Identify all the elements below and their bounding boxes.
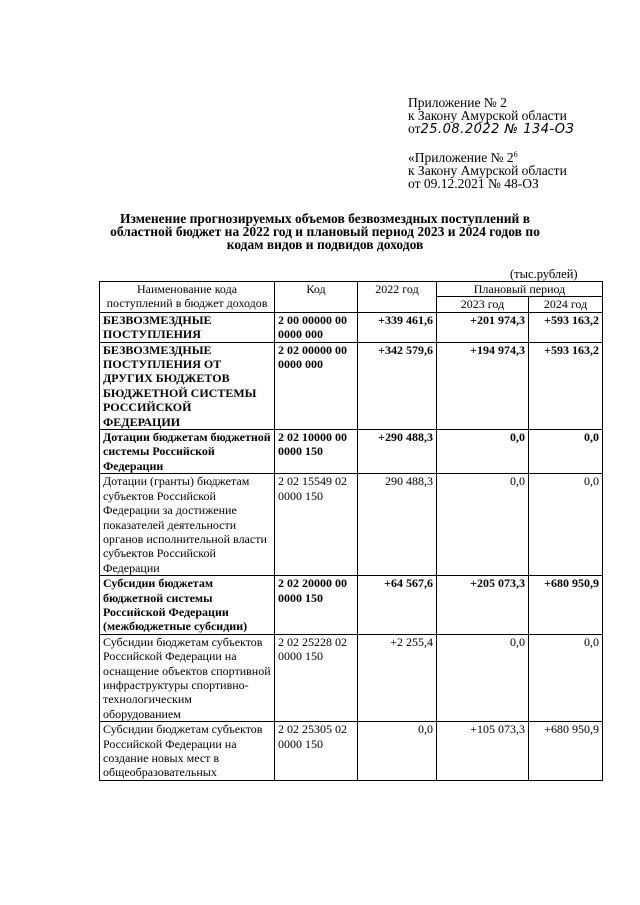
table-row [100,576,603,635]
row-value-2023: 0,0 [437,474,529,576]
ref-appendix-line-3: от 09.12.2021 № 48-ОЗ [408,176,539,191]
row-value-2023: +194 974,3 [437,342,529,429]
row-value-2022: +339 461,6 [358,312,437,342]
row-name: Субсидии бюджетам субъектов Российской Федерации на оснащение объектов спортивной инфраструктуры спортивно-технологическим оборудованием [100,634,275,721]
row-code: 2 02 10000 00 0000 150 [275,430,358,474]
row-value-2024: 0,0 [529,474,603,576]
document-title: Изменение прогнозируемых объемов безвозмездных поступлений в областной бюджет на 2022 год и плановый период 2023 и 2024 годов по кодам видов и подвидов доходов [110,211,540,252]
row-value-2024: +680 950,9 [529,576,603,635]
table-row [100,342,603,429]
row-value-2022: +290 488,3 [358,430,437,474]
appendix-date-prefix: от [408,121,421,136]
row-value-2024: 0,0 [529,430,603,474]
row-name: БЕЗВОЗМЕЗДНЫЕ ПОСТУПЛЕНИЯ ОТ ДРУГИХ БЮДЖЕТОВ БЮДЖЕТНОЙ СИСТЕМЫ РОССИЙСКОЙ ФЕДЕРАЦИИ [100,342,275,429]
units-label: (тыс.рублей) [510,267,578,281]
ref-appendix-title: «Приложение № 2 [408,150,514,165]
handwritten-date-number: 25.08.2022 № 134-ОЗ [420,122,575,137]
row-value-2023: +205 073,3 [437,576,529,635]
row-name: Дотации бюджетам бюджетной системы Российской Федерации [100,430,275,474]
row-code: 2 02 25305 02 0000 150 [275,722,358,781]
header-2023: 2023 год [437,297,529,312]
header-2024: 2024 год [529,297,603,312]
row-value-2023: 0,0 [437,430,529,474]
referenced-appendix [408,151,567,190]
table-body [100,312,603,780]
row-code: 2 02 20000 00 0000 150 [275,576,358,635]
table-row [100,722,603,781]
appendix-header [408,96,574,136]
row-value-2022: 290 488,3 [358,474,437,576]
header-2022: 2022 год [358,282,437,313]
row-value-2022: +2 255,4 [358,634,437,721]
header-planned-period: Плановый период [437,282,603,297]
table-row [100,312,603,342]
row-value-2023: 0,0 [437,634,529,721]
row-value-2022: 0,0 [358,722,437,781]
table-row [100,634,603,721]
ref-appendix-line-2: к Закону Амурской области [408,163,567,178]
appendix-line-1: Приложение № 2 [408,95,507,110]
row-code: 2 00 00000 00 0000 000 [275,312,358,342]
row-value-2023: +201 974,3 [437,312,529,342]
header-name: Наименование кода поступлений в бюджет доходов [100,282,275,313]
row-code: 2 02 00000 00 0000 000 [275,342,358,429]
row-value-2023: +105 073,3 [437,722,529,781]
revenue-table [99,281,603,781]
row-name: Дотации (гранты) бюджетам субъектов Российской Федерации за достижение показателей деятельности органов исполнительной власти субъектов Российской Федерации [100,474,275,576]
row-value-2024: +593 163,2 [529,312,603,342]
row-code: 2 02 15549 02 0000 150 [275,474,358,576]
ref-appendix-sup: 6 [513,150,518,159]
row-value-2022: +64 567,6 [358,576,437,635]
row-code: 2 02 25228 02 0000 150 [275,634,358,721]
row-value-2024: +680 950,9 [529,722,603,781]
row-value-2024: +593 163,2 [529,342,603,429]
row-name: Субсидии бюджетам бюджетной системы Российской Федерации (межбюджетные субсидии) [100,576,275,635]
table-row [100,474,603,576]
appendix-line-2: к Закону Амурской области [408,108,567,123]
row-name: БЕЗВОЗМЕЗДНЫЕ ПОСТУПЛЕНИЯ [100,312,275,342]
row-name: Субсидии бюджетам субъектов Российской Федерации на создание новых мест в общеобразовательных [100,722,275,781]
row-value-2024: 0,0 [529,634,603,721]
appendix-line-3 [408,122,574,136]
row-value-2022: +342 579,6 [358,342,437,429]
header-code: Код [275,282,358,313]
table-row [100,430,603,474]
